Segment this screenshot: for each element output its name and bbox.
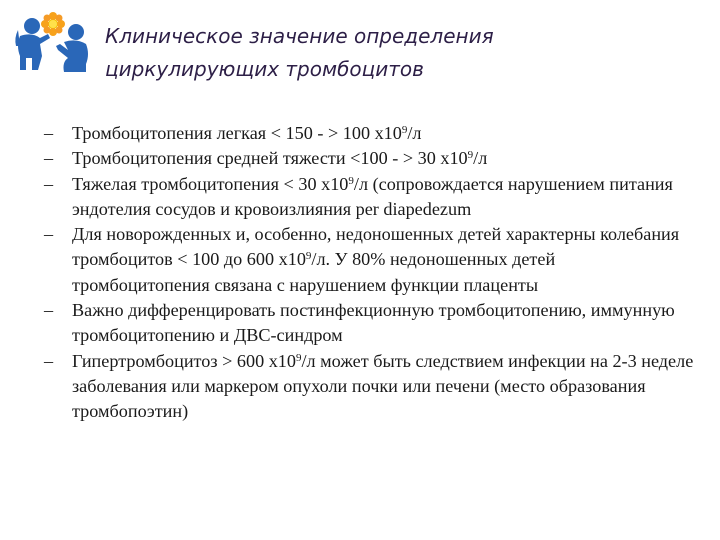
bullet-text-tail: /л может быть следствием инфекции на 2-3 неделе заболевания или маркером опухоли почки или печени (место образования тромбопоэтин) [72,350,694,422]
bullet-item [44,172,694,223]
children-with-flower-logo [12,12,94,74]
bullet-text: Тяжелая тромбоцитопения < 30 х10 [72,173,349,194]
title-line-2: циркулирующих тромбоцитов [105,57,424,81]
bullet-superscript: 9 [401,124,408,136]
bullet-text: Для новорожденных и, особенно, недоношенных детей характерны колебания тромбоцитов < 100 до 600 х10 [72,224,680,270]
bullet-dash: – [44,123,54,143]
bullet-text: Гипертромбоцитоз > 600 х10 [72,350,296,371]
bullet-item [44,146,694,171]
bullet-text: Тромбоцитопения средней тяжести <100 - > 30 х10 [72,148,468,169]
bullet-text-tail: /л [407,123,422,143]
bullet-text-tail: /л (сопровождается нарушением питания эндотелия сосудов и кровоизлияния per diapedezum [72,173,673,219]
bullet-dash: – [44,300,54,321]
bullet-superscript: 9 [467,149,474,162]
bullet-superscript: 9 [305,250,312,263]
bullet-superscript: 9 [348,174,354,187]
bullet-text: Важно дифференцировать постинфекционную тромбоцитопению, иммунную тромбоцитопению и ДВС-синдром [72,300,675,346]
bullet-text-tail: /л [473,148,488,169]
bullet-item [44,349,694,425]
flower-icon [41,12,65,36]
bullet-dash: – [44,224,54,245]
bullet-text: Тромбоцитопения легкая < 150 - > 100 х10 [72,123,402,143]
bullet-item [44,121,694,146]
bullet-dash: – [44,350,54,371]
slide-title [105,20,494,86]
bullet-dash: – [44,148,54,169]
bullet-superscript: 9 [296,351,302,364]
bullet-item [44,222,694,298]
bullet-list [44,121,694,425]
title-line-1: Клиническое значение определения [105,24,494,48]
bullet-item [44,298,694,349]
bullet-dash: – [44,173,54,194]
bullet-text-tail: /л. У 80% недоношенных детей тромбоцитопения связана с нарушением функции плаценты [72,249,556,295]
